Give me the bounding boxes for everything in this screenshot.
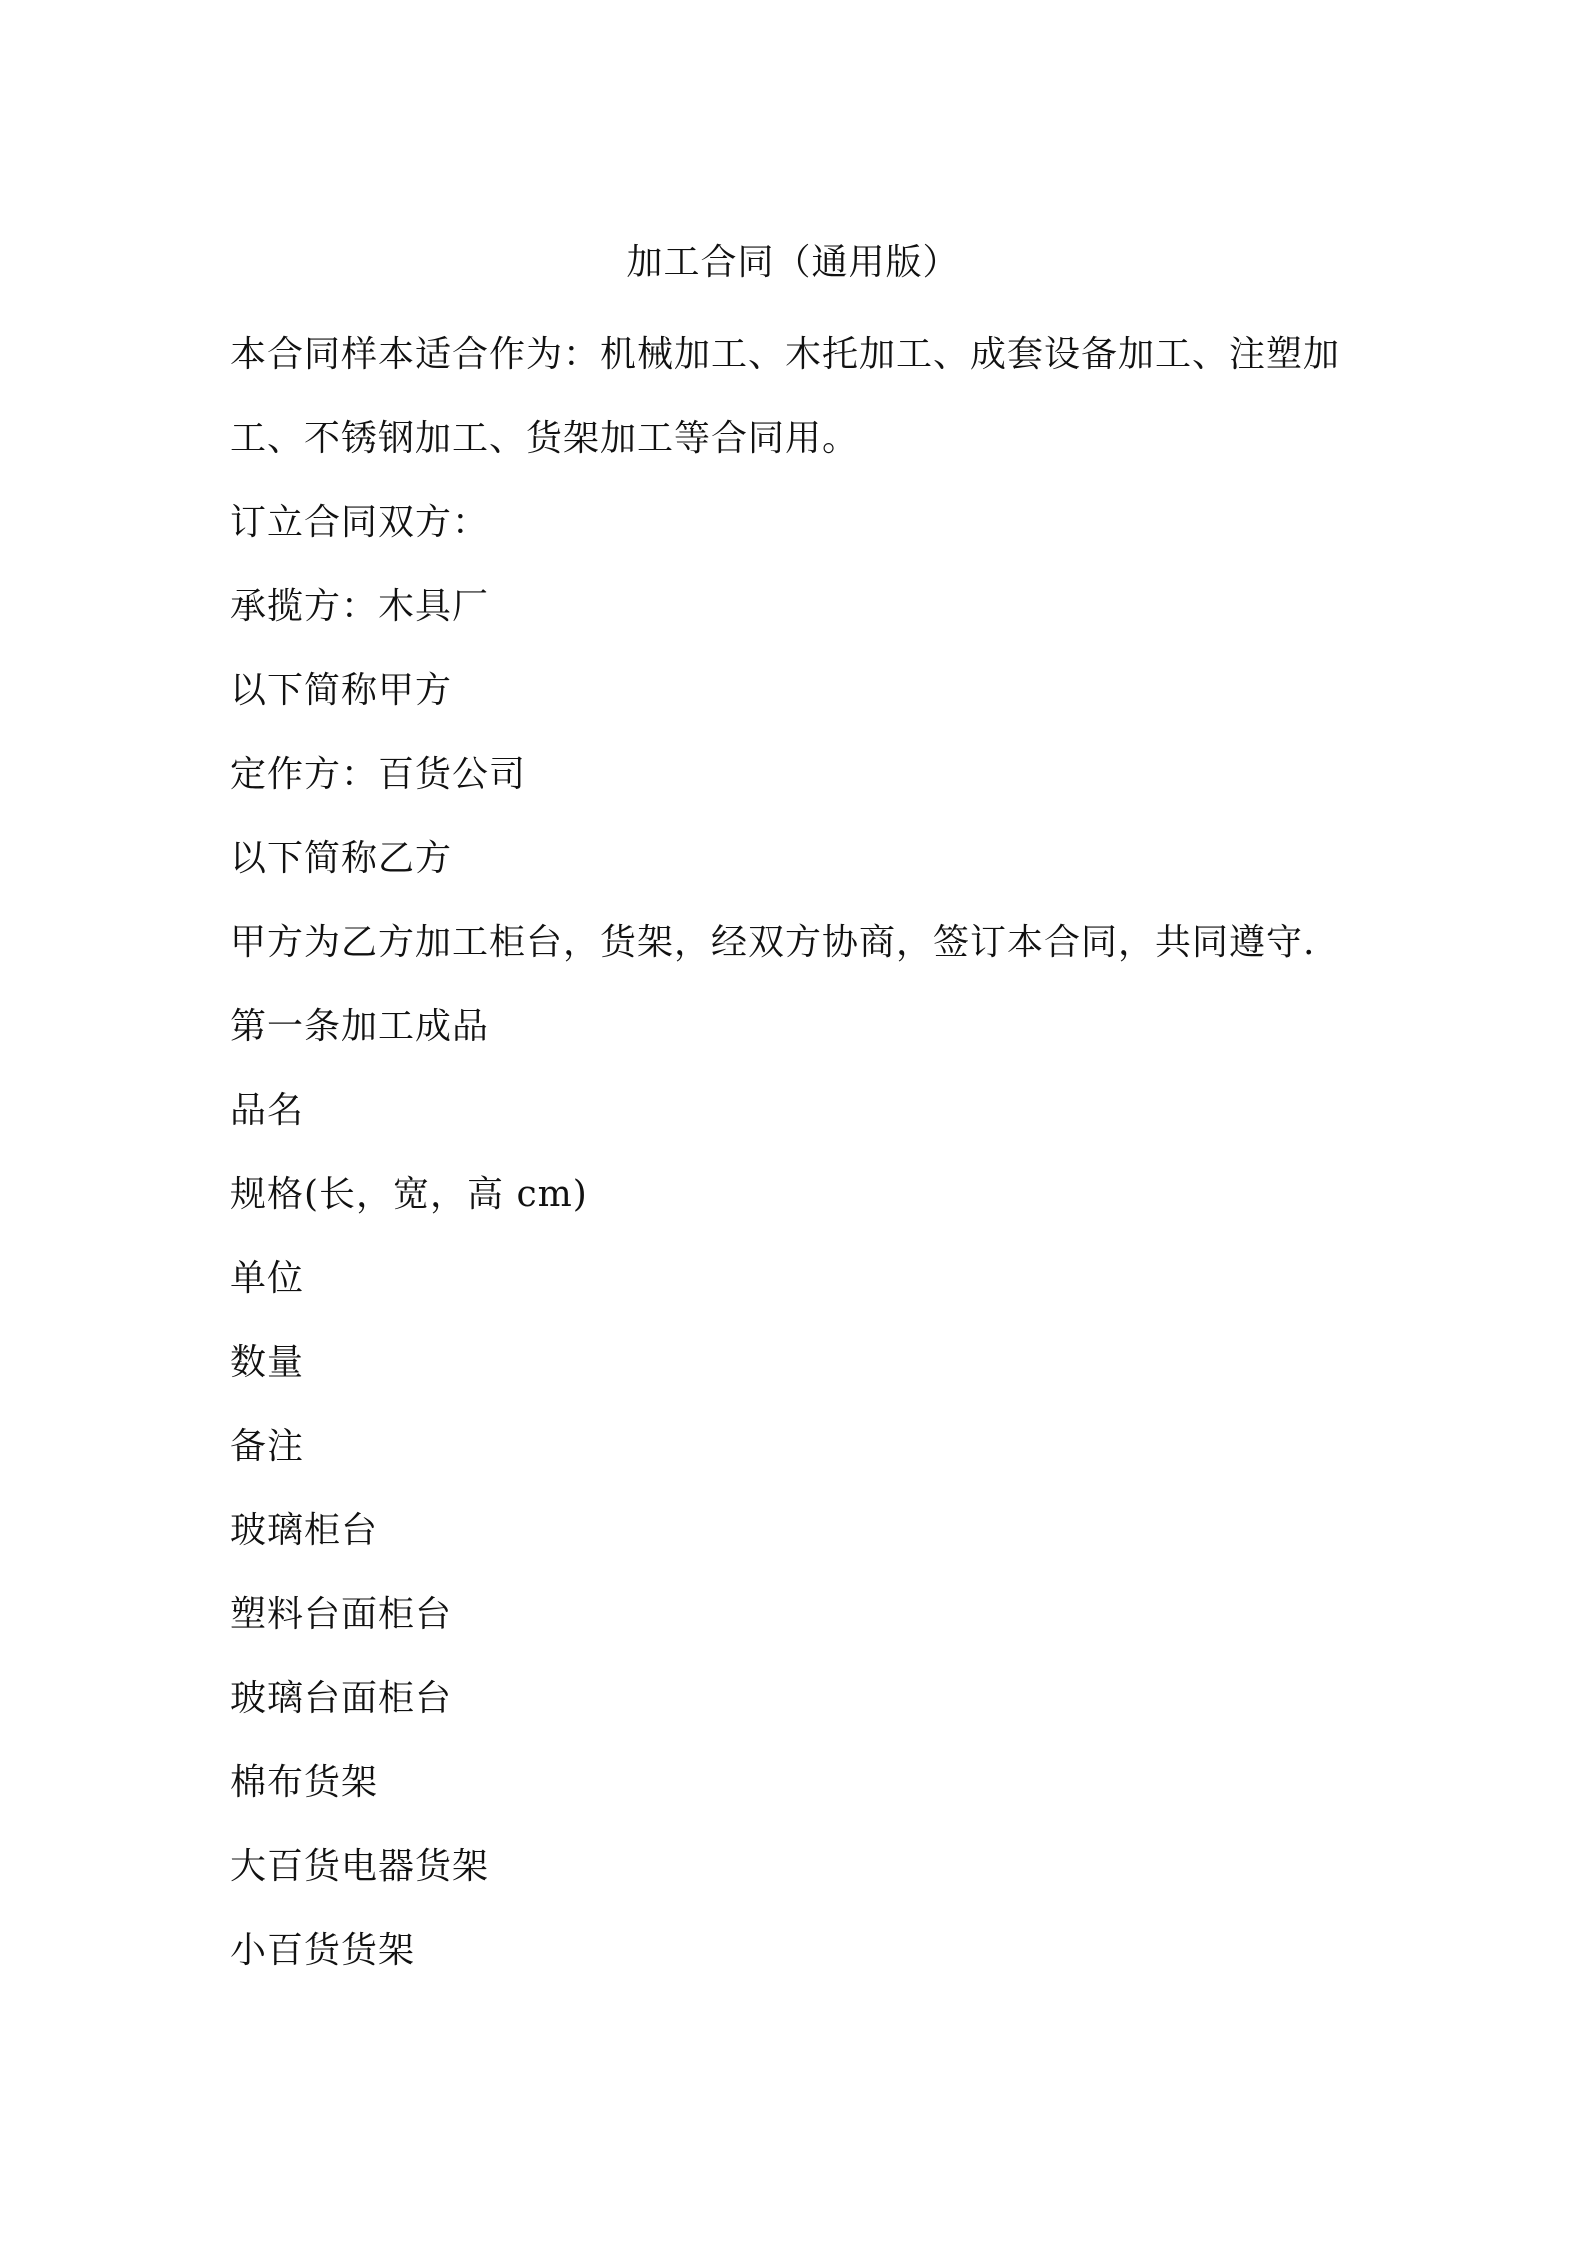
paragraph-orderer: 定作方：百货公司 [230,754,527,795]
field-specification: 规格(长，宽，高 cm) [230,1174,588,1215]
field-quantity: 数量 [230,1342,305,1383]
document-body [230,325,1370,2005]
paragraph-scope-line-1: 本合同样本适合作为：机械加工、木托加工、成套设备加工、注塑加 [230,334,1341,375]
paragraph-scope-line-2: 工、不锈钢加工、货架加工等合同用。 [230,418,860,459]
product-item: 塑料台面柜台 [230,1594,453,1635]
product-item: 玻璃台面柜台 [230,1678,453,1719]
article-1-heading: 第一条加工成品 [230,1006,490,1047]
paragraph-agreement: 甲方为乙方加工柜台，货架，经双方协商，签订本合同，共同遵守. [230,922,1316,963]
paragraph-parties-heading: 订立合同双方： [230,502,490,543]
product-item: 玻璃柜台 [230,1510,379,1551]
product-item: 大百货电器货架 [230,1846,490,1887]
field-unit: 单位 [230,1258,305,1299]
document-title: 加工合同（通用版） [626,242,960,283]
paragraph-party-b-alias: 以下简称乙方 [230,838,453,879]
paragraph-party-a-alias: 以下简称甲方 [230,670,453,711]
field-product-name: 品名 [230,1090,305,1131]
field-remarks: 备注 [230,1426,305,1467]
product-item: 棉布货架 [230,1762,379,1803]
product-item: 小百货货架 [230,1930,416,1971]
paragraph-contractor: 承揽方：木具厂 [230,586,490,627]
